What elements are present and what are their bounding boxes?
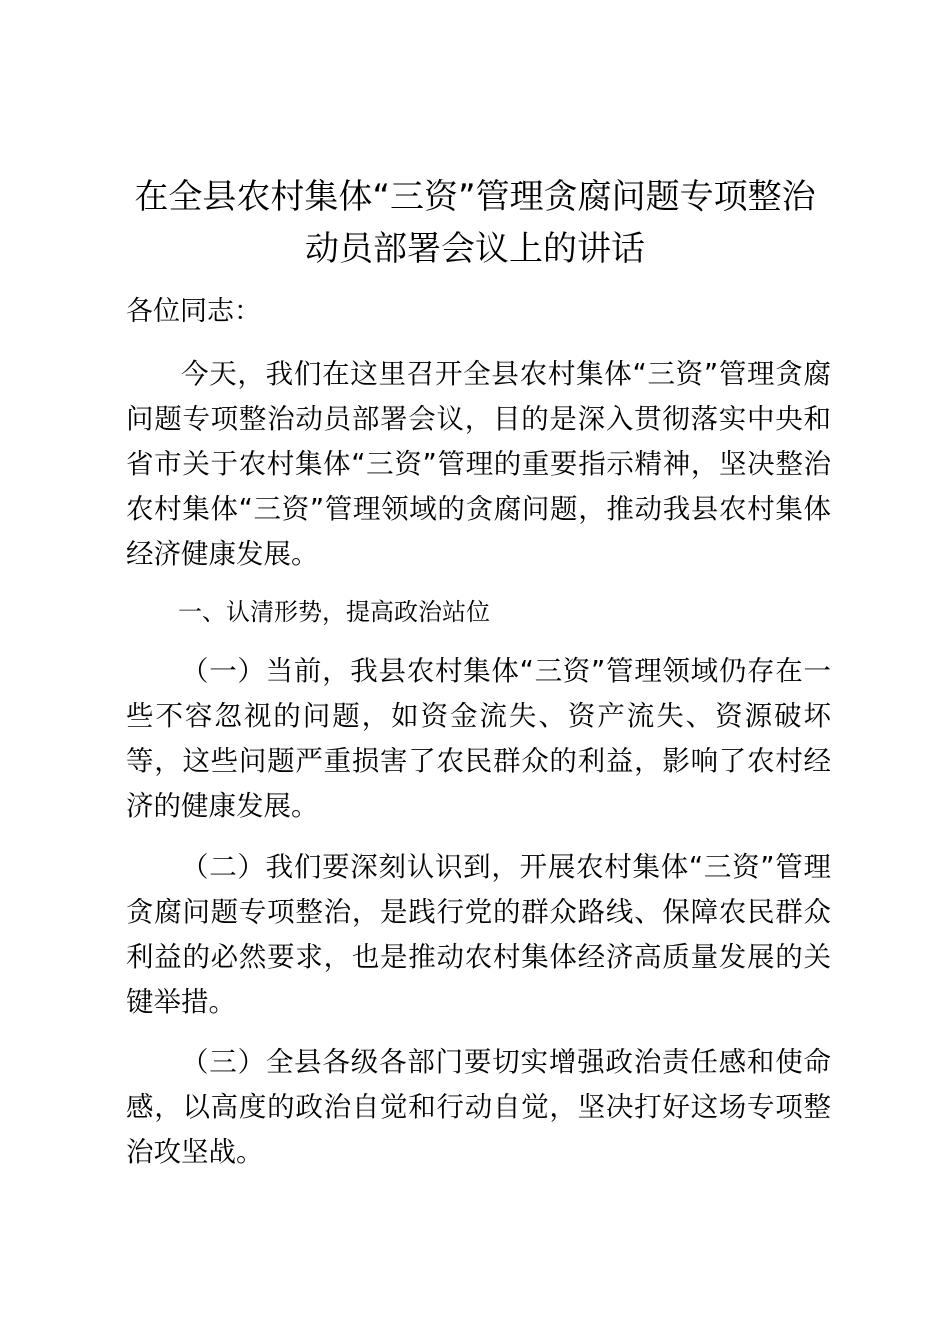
paragraph-3: （三）全县各级各部门要切实增强政治责任感和使命感，以高度的政治自觉和行动自觉，坚决打好这场专项整治攻坚战。 [126, 1046, 831, 1168]
document-title-line1: 在全县农村集体“三资”管理贪腐问题专项整治 [134, 177, 816, 217]
paragraph-2: （二）我们要深刻认识到，开展农村集体“三资”管理贪腐问题专项整治，是践行党的群众路线、保障农民群众利益的必然要求，也是推动农村集体经济高质量发展的关键举措。 [126, 851, 831, 1018]
paragraph-1: （一）当前，我县农村集体“三资”管理领域仍存在一些不容忽视的问题，如资金流失、资产流失、资源破坏等，这些问题严重损害了农民群众的利益，影响了农村经济的健康发展。 [126, 655, 831, 822]
greeting: 各位同志： [126, 296, 261, 327]
section-heading-1: 一、认清形势，提高政治站位 [178, 598, 490, 626]
intro-paragraph: 今天，我们在这里召开全县农村集体“三资”管理贪腐问题专项整治动员部署会议，目的是深入贯彻落实中央和省市关于农村集体“三资”管理的重要指示精神，坚决整治农村集体“三资”管理领域的贪腐问题，推动我县农村集体经济健康发展。 [126, 358, 831, 570]
document-title-line2: 动员部署会议上的讲话 [305, 229, 645, 269]
